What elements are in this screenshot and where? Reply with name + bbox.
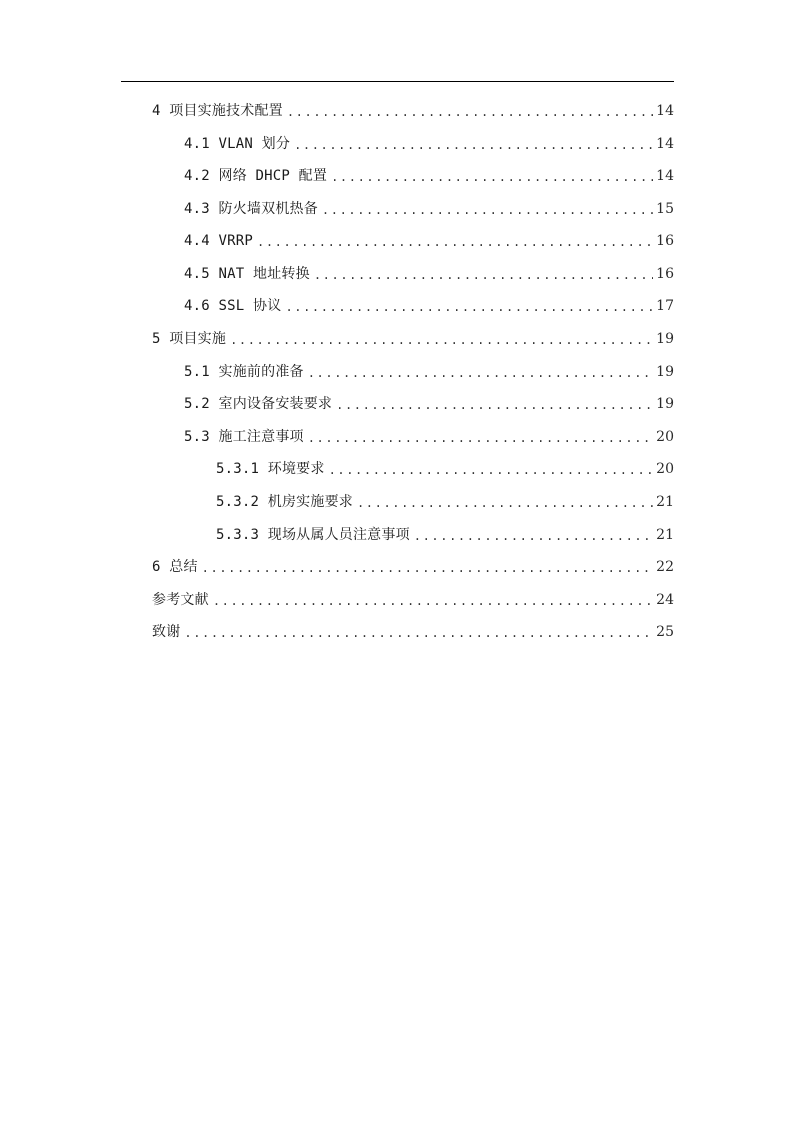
toc-dot-leader (357, 495, 653, 511)
toc-entry[interactable] (184, 427, 674, 447)
toc-entry-title: 4.5 NAT 地址转换 (184, 266, 310, 282)
toc-entry-title: 5.3.3 现场从属人员注意事项 (216, 527, 410, 543)
toc-entry-title: 5.3.1 环境要求 (216, 461, 325, 477)
toc-dot-leader (202, 560, 654, 576)
toc-entry[interactable] (216, 459, 674, 479)
toc-page-number: 15 (656, 201, 674, 217)
toc-entry[interactable] (216, 492, 674, 512)
toc-entry-title: 4.6 SSL 协议 (184, 298, 282, 314)
toc-page-number: 16 (656, 266, 674, 282)
toc-page-number: 19 (656, 364, 674, 380)
toc-page-number: 17 (656, 298, 674, 314)
toc-entry-title: 6 总结 (152, 559, 198, 575)
toc-entry-title: 参考文献 (152, 592, 209, 608)
toc-page-number: 25 (656, 624, 674, 640)
toc-entry[interactable] (184, 264, 674, 284)
toc-page-number: 24 (656, 592, 674, 608)
header-rule (121, 81, 674, 82)
toc-dot-leader (331, 169, 653, 185)
toc-entry-title: 5.3 施工注意事项 (184, 429, 304, 445)
toc-dot-leader (329, 462, 654, 478)
toc-entry[interactable] (184, 134, 674, 154)
toc-dot-leader (322, 202, 653, 218)
toc-page-number: 19 (656, 396, 674, 412)
toc-page-number: 19 (656, 331, 674, 347)
toc-dot-leader (308, 365, 653, 381)
toc-entry[interactable] (216, 525, 674, 545)
toc-entry-title: 5.3.2 机房实施要求 (216, 494, 353, 510)
toc-entry[interactable] (152, 622, 674, 642)
toc-dot-leader (285, 299, 653, 315)
toc-dot-leader (287, 104, 653, 120)
toc-dot-leader (314, 267, 653, 283)
toc-page-number: 16 (656, 233, 674, 249)
toc-page-number: 14 (656, 168, 674, 184)
toc-entry-title: 4.1 VLAN 划分 (184, 136, 291, 152)
toc-dot-leader (257, 234, 653, 250)
toc-dot-leader (336, 397, 653, 413)
toc-entry[interactable] (152, 557, 674, 577)
toc-dot-leader (414, 528, 653, 544)
toc-entry-title: 4.2 网络 DHCP 配置 (184, 168, 328, 184)
toc-entry[interactable] (152, 101, 674, 121)
toc-entry[interactable] (184, 362, 674, 382)
toc-dot-leader (230, 332, 653, 348)
toc-page-number: 14 (656, 103, 674, 119)
toc-dot-leader (308, 430, 653, 446)
toc-entry[interactable] (184, 231, 674, 251)
toc-page-number: 21 (656, 494, 674, 510)
toc-dot-leader (213, 593, 653, 609)
toc-page-number: 20 (656, 461, 674, 477)
toc-page-number: 14 (656, 136, 674, 152)
toc-dot-leader (294, 137, 653, 153)
toc-entry-title: 4.4 VRRP (184, 233, 254, 249)
toc-entry-title: 4.3 防火墙双机热备 (184, 201, 318, 217)
toc-page-number: 21 (656, 527, 674, 543)
toc-entry[interactable] (152, 329, 674, 349)
toc-entry[interactable] (184, 166, 674, 186)
toc-entry[interactable] (152, 590, 674, 610)
toc-entry-title: 致谢 (152, 624, 181, 640)
toc-entry[interactable] (184, 199, 674, 219)
toc-dot-leader (184, 625, 653, 641)
toc-entry-title: 5.2 室内设备安装要求 (184, 396, 333, 412)
toc-entry-title: 5 项目实施 (152, 331, 227, 347)
toc-entry-title: 4 项目实施技术配置 (152, 103, 283, 119)
toc-entry[interactable] (184, 394, 674, 414)
toc-page-number: 22 (656, 559, 674, 575)
toc-entry-title: 5.1 实施前的准备 (184, 364, 304, 380)
toc-entry[interactable] (184, 296, 674, 316)
toc-page-number: 20 (656, 429, 674, 445)
